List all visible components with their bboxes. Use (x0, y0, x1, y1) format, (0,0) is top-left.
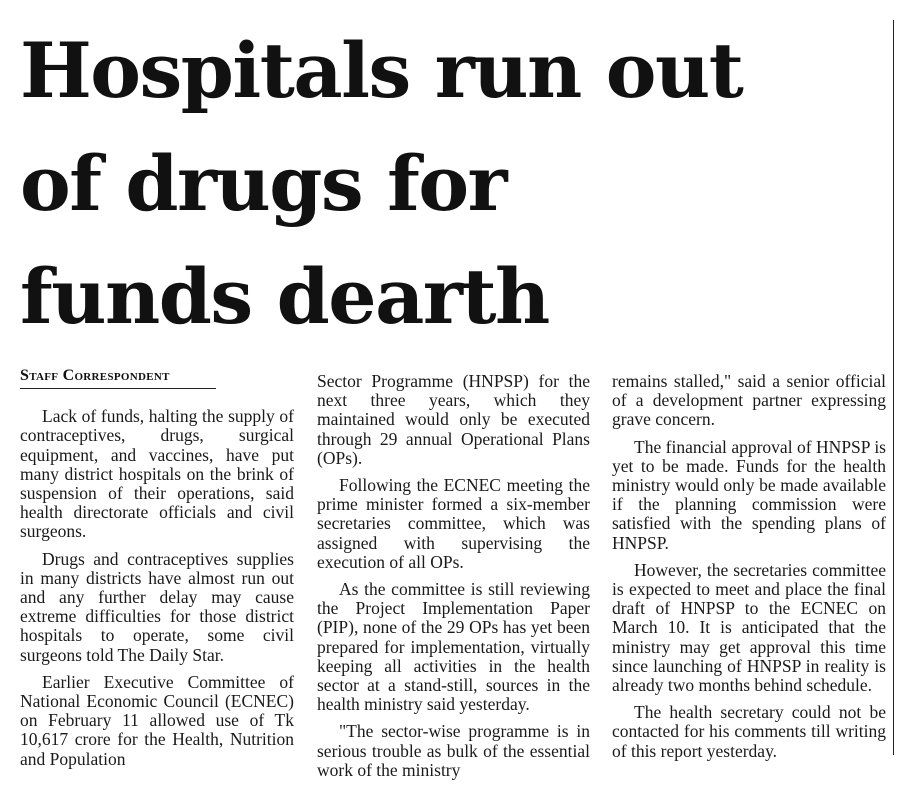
article-column-2 (317, 372, 590, 788)
paragraph: Earlier Executive Committee of National Economic Council (ECNEC) on February 11 allowed use of Tk 10,617 crore for the Health, Nutrition and Population (20, 671, 294, 769)
right-column-rule (893, 20, 894, 755)
paragraph: The financial approval of HNPSP is yet to be made. Funds for the health ministry would only be made available if the planning commission were satisfied with the spending plans of HNPSP. (612, 436, 886, 553)
paragraph-continued: Sector Programme (HNPSP) for the next three years, which they maintained would only be executed through 29 annual Operational Plans (OPs). (317, 371, 590, 468)
paragraph: Drugs and contraceptives supplies in many districts have almost run out and any further delay may cause extreme difficulties for those district hospitals to operate, some civil surgeons told The Daily Star. (20, 548, 294, 665)
headline-line-3: funds dearth (20, 252, 549, 341)
paragraph: However, the secretaries committee is expected to meet and place the final draft of HNPSP to the ECNEC on March 10. It is anticipated that the ministry may get approval this time since launching of HNPSP in reality is already two months behind schedule. (612, 559, 886, 696)
paragraph: Lack of funds, halting the supply of contraceptives, drugs, surgical equipment, and vaccines, have put many district hospitals on the brink of suspension of their operations, said health directorate officials and civil surgeons. (20, 406, 294, 542)
paragraph: As the committee is still reviewing the Project Implementation Paper (PIP), none of the 29 OPs has yet been prepared for implementation, virtually keeping all activities in the health sector at a stand-still, sources in the health ministry said yesterday. (317, 579, 590, 715)
article-column-1 (20, 366, 294, 777)
headline-line-1: Hospitals run out (20, 26, 743, 115)
headline (20, 14, 880, 353)
paragraph-continued: remains stalled," said a senior official of a development partner expressing grave concern. (612, 371, 886, 430)
paragraph: Following the ECNEC meeting the prime minister formed a six-member secretaries committee, which was assigned with supervising the execution of all OPs. (317, 475, 590, 572)
paragraph: The health secretary could not be contacted for his comments till writing of this report yesterday. (612, 702, 886, 761)
headline-line-2: of drugs for (20, 139, 507, 228)
paragraph: "The sector-wise programme is in serious trouble as bulk of the essential work of the ministry (317, 721, 590, 780)
article-column-3 (612, 372, 886, 769)
byline-text: Staff Correspondent (20, 367, 170, 384)
byline (20, 366, 216, 389)
